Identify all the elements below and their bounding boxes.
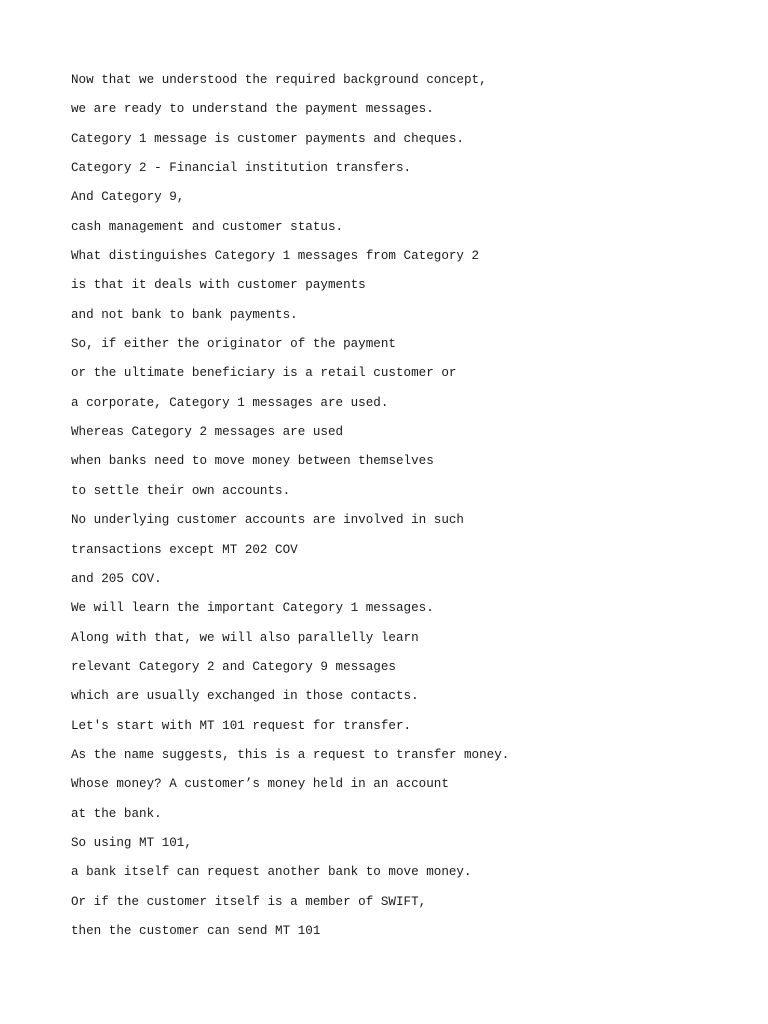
transcript-line: Whose money? A customer’s money held in an account <box>71 777 449 792</box>
transcript-line: Let's start with MT 101 request for transfer. <box>71 718 412 733</box>
transcript-line: No underlying customer accounts are involved in such <box>71 513 464 528</box>
transcript-line: to settle their own accounts. <box>71 483 291 498</box>
transcript-line: Category 2 - Financial institution transfers. <box>71 161 412 176</box>
transcript-line: cash management and customer status. <box>71 219 344 234</box>
transcript-line: a corporate, Category 1 messages are used. <box>71 395 389 410</box>
transcript-line: then the customer can send MT 101 <box>71 923 321 938</box>
transcript-line: So, if either the originator of the payment <box>71 337 396 352</box>
transcript-line: So using MT 101, <box>71 835 192 850</box>
transcript-line: we are ready to understand the payment messages. <box>71 102 434 117</box>
transcript-line: and 205 COV. <box>71 571 162 586</box>
transcript-line: a bank itself can request another bank to move money. <box>71 865 472 880</box>
transcript-line: Along with that, we will also parallelly learn <box>71 630 419 645</box>
transcript-line: relevant Category 2 and Category 9 messages <box>71 659 396 674</box>
transcript-line: Whereas Category 2 messages are used <box>71 425 344 440</box>
transcript-line: or the ultimate beneficiary is a retail customer or <box>71 366 457 381</box>
transcript-line: Or if the customer itself is a member of SWIFT, <box>71 894 427 909</box>
transcript-page <box>71 70 751 950</box>
transcript-line: And Category 9, <box>71 190 185 205</box>
transcript-line: Category 1 message is customer payments and cheques. <box>71 131 464 146</box>
transcript-line: As the name suggests, this is a request to transfer money. <box>71 747 510 762</box>
transcript-line: Now that we understood the required background concept, <box>71 73 487 87</box>
transcript-line: which are usually exchanged in those contacts. <box>71 689 419 704</box>
transcript-line: We will learn the important Category 1 messages. <box>71 601 434 616</box>
transcript-line: and not bank to bank payments. <box>71 307 298 322</box>
transcript-line: transactions except MT 202 COV <box>71 542 298 557</box>
transcript-line: at the bank. <box>71 806 162 821</box>
transcript-line: What distinguishes Category 1 messages from Category 2 <box>71 249 480 264</box>
transcript-line: when banks need to move money between themselves <box>71 454 434 469</box>
transcript-line: is that it deals with customer payments <box>71 278 366 293</box>
